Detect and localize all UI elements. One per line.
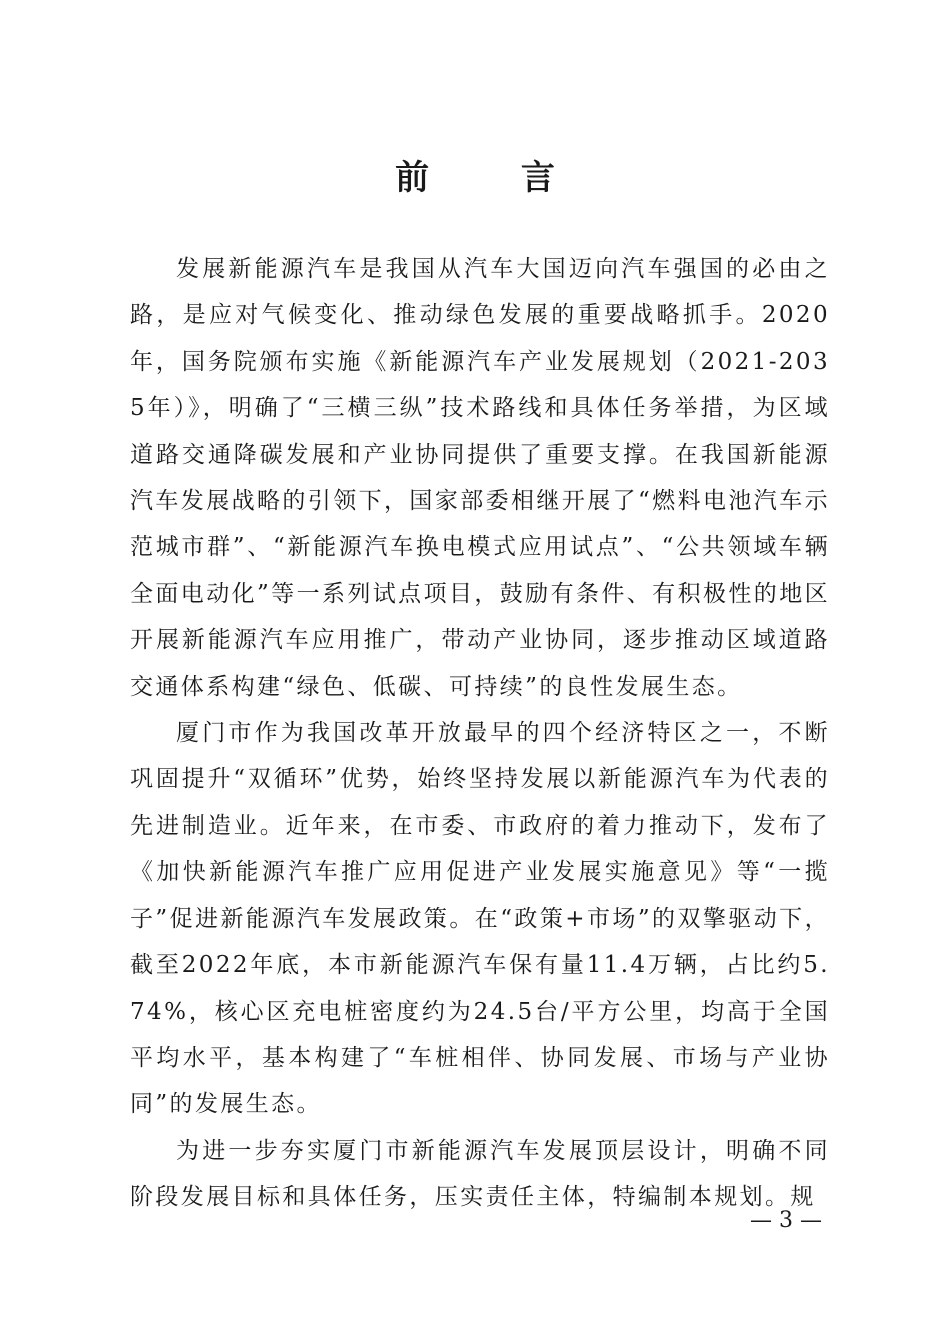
page-number: — 3 — [750, 1208, 822, 1233]
document-body [130, 246, 830, 1221]
paragraph-2: 厦门市作为我国改革开放最早的四个经济特区之一，不断巩固提升“双循环”优势，始终坚持发展以新能源汽车为代表的先进制造业。近年来，在市委、市政府的着力推动下，发布了《加快新能源汽车推广应用促进产业发展实施意见》等“一揽子”促进新能源汽车发展政策。在“政策+市场”的双擎驱动下，截至2022年底，本市新能源汽车保有量11.4万辆，占比约5.74%，核心区充电桩密度约为24.5台/平方公里，均高于全国平均水平，基本构建了“车桩相伴、协同发展、市场与产业协同”的发展生态。 [130, 720, 830, 1118]
page-title: 前 言 [395, 158, 595, 198]
paragraph-1: 发展新能源汽车是我国从汽车大国迈向汽车强国的必由之路，是应对气候变化、推动绿色发展的重要战略抓手。2020年，国务院颁布实施《新能源汽车产业发展规划（2021-2035年）》，明确了“三横三纵”技术路线和具体任务举措，为区域道路交通降碳发展和产业协同提供了重要支撑。在我国新能源汽车发展战略的引领下，国家部委相继开展了“燃料电池汽车示范城市群”、“新能源汽车换电模式应用试点”、“公共领域车辆全面电动化”等一系列试点项目，鼓励有条件、有积极性的地区开展新能源汽车应用推广，带动产业协同，逐步推动区域道路交通体系构建“绿色、低碳、可持续”的良性发展生态。 [130, 256, 830, 700]
paragraph-3: 为进一步夯实厦门市新能源汽车发展顶层设计，明确不同阶段发展目标和具体任务，压实责任主体，特编制本规划。规 [130, 1137, 830, 1211]
